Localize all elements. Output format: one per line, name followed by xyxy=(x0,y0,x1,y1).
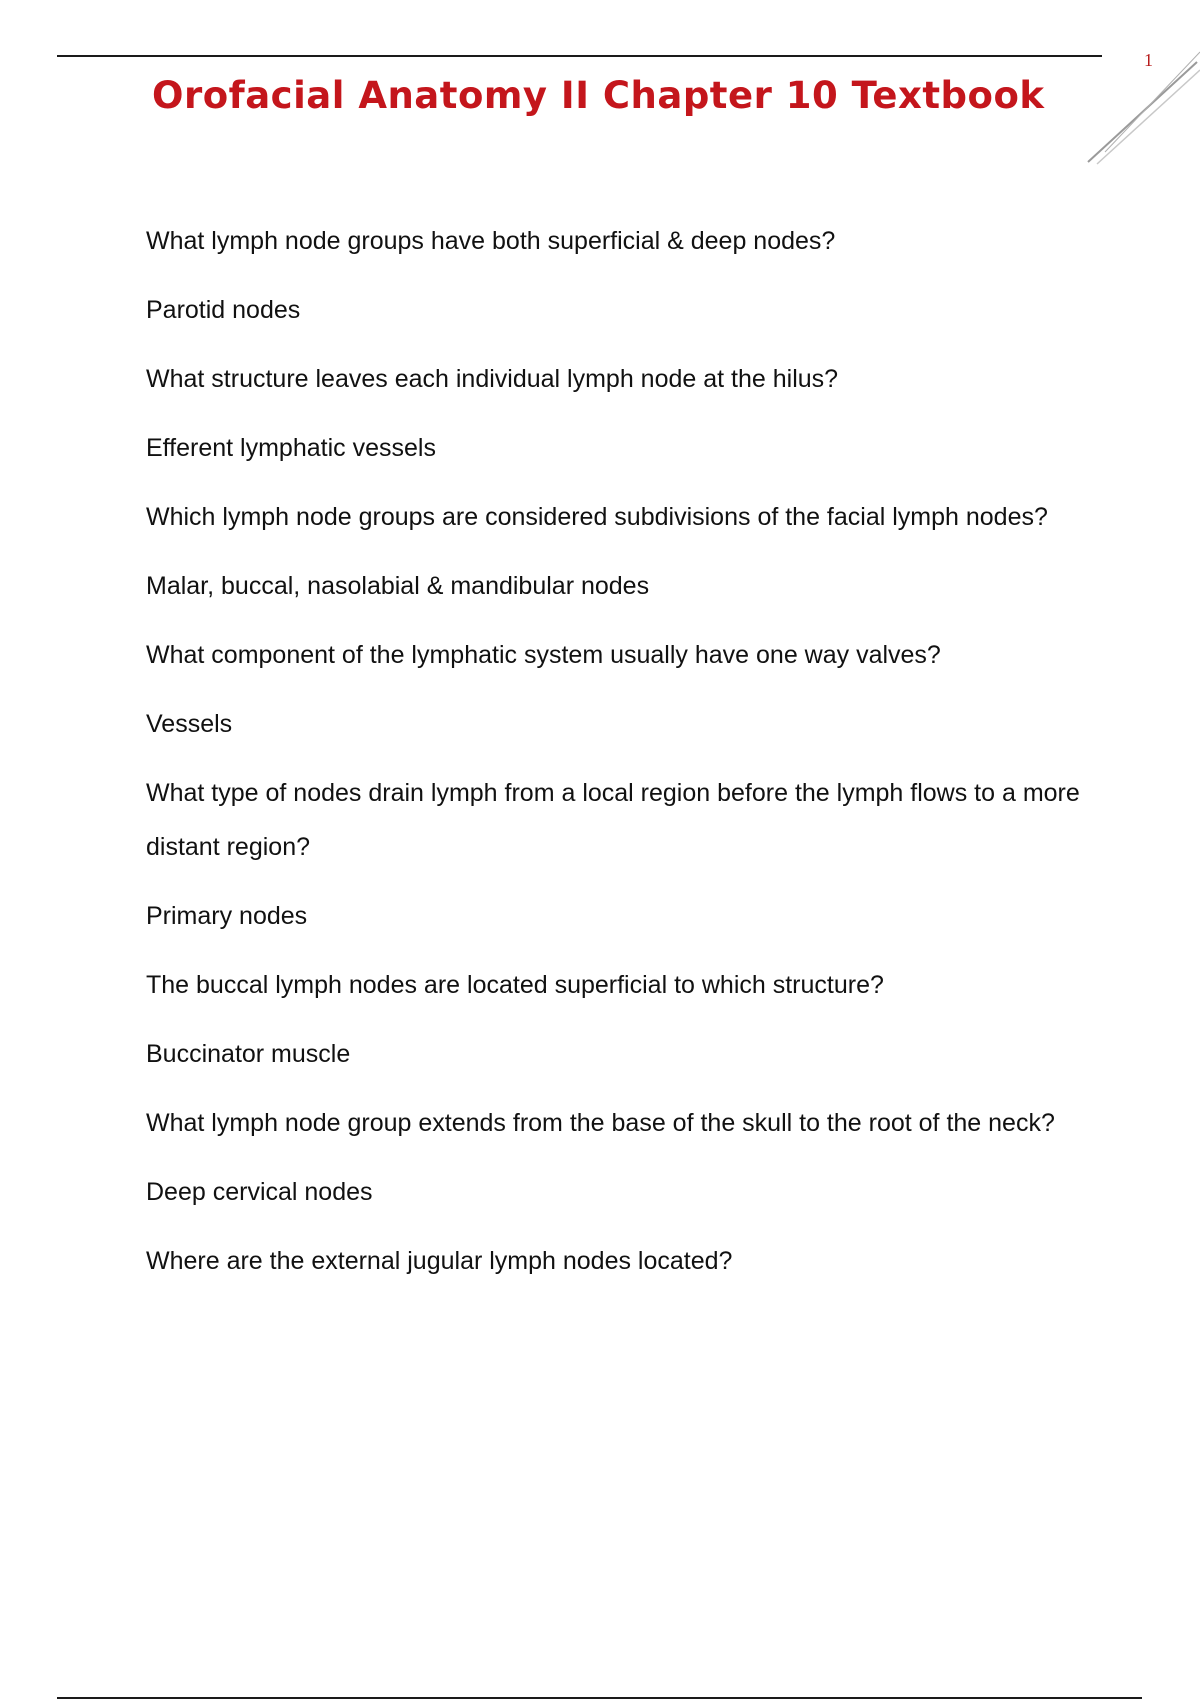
answer-text: Parotid nodes xyxy=(146,296,301,324)
answer-text: Primary nodes xyxy=(146,902,308,930)
question-text: What lymph node group extends from the base of the skull to the root of the neck? xyxy=(146,1109,1055,1137)
question-text: The buccal lymph nodes are located superficial to which structure? xyxy=(146,971,884,999)
header-rule xyxy=(57,55,1102,57)
page-number: 1 xyxy=(1144,50,1153,70)
footer-rule xyxy=(57,1697,1142,1699)
question-text: Which lymph node groups are considered subdivisions of the facial lymph nodes? xyxy=(146,503,1048,531)
question-text: What lymph node groups have both superficial & deep nodes? xyxy=(146,227,836,255)
answer-text: Buccinator muscle xyxy=(146,1040,351,1068)
question-text: Where are the external jugular lymph nodes located? xyxy=(146,1247,733,1275)
question-answer-list xyxy=(146,214,1101,1303)
answer-text: Malar, buccal, nasolabial & mandibular nodes xyxy=(146,572,650,600)
answer-text: Efferent lymphatic vessels xyxy=(146,434,436,462)
answer-text: Vessels xyxy=(146,710,233,738)
document-title: Orofacial Anatomy II Chapter 10 Textbook xyxy=(152,74,1045,117)
answer-text: Deep cervical nodes xyxy=(146,1178,373,1206)
question-text: What structure leaves each individual lymph node at the hilus? xyxy=(146,365,839,393)
question-text: What component of the lymphatic system usually have one way valves? xyxy=(146,641,941,669)
question-text: What type of nodes drain lymph from a local region before the lymph flows to a more distant region? xyxy=(146,779,1080,861)
